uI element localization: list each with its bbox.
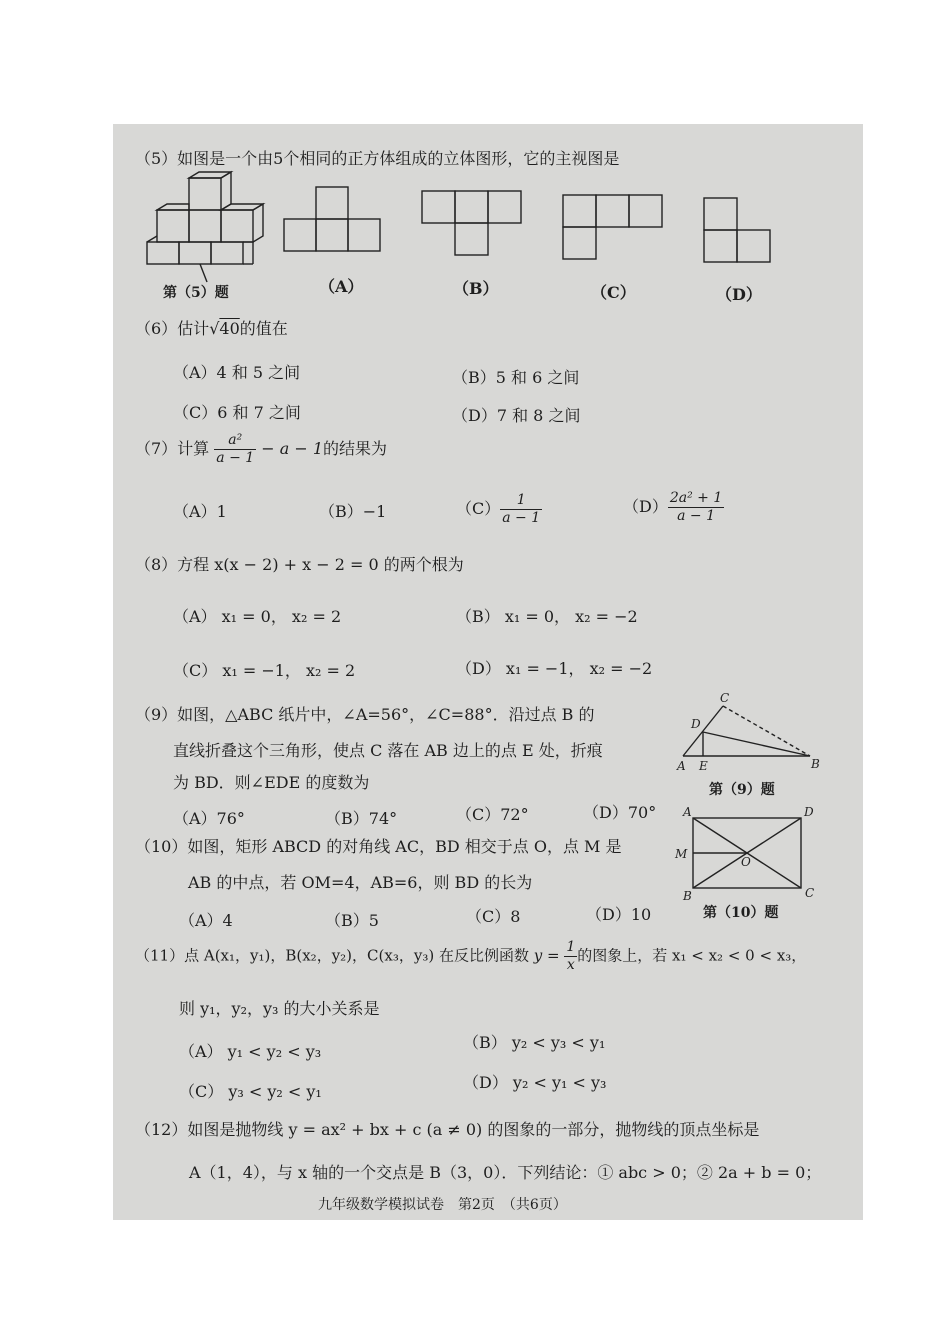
q5-option-a[interactable]: （A） (319, 277, 364, 296)
q6-stem-pre: （6）估计 (135, 319, 210, 338)
q11-option-a[interactable]: （A） y₁ < y₂ < y₃ (179, 1042, 322, 1061)
svg-text:B: B (811, 757, 820, 771)
q7-stem (135, 432, 387, 467)
q10-option-b[interactable]: （B）5 (325, 911, 379, 930)
q11-option-b[interactable]: （B） y₂ < y₃ < y₁ (463, 1033, 606, 1052)
q8-option-b[interactable]: （B） x₁ = 0， x₂ = −2 (456, 607, 638, 626)
q8-stem: （8）方程 x(x − 2) + x − 2 = 0 的两个根为 (135, 555, 464, 574)
page-footer: 九年级数学模拟试卷 第2页 （共6页） (318, 1197, 567, 1213)
svg-text:D: D (804, 805, 814, 819)
q9-fig-caption: 第（9）题 (709, 782, 775, 798)
q6-option-c[interactable]: （C）6 和 7 之间 (173, 403, 301, 422)
svg-text:E: E (699, 759, 708, 773)
q7-option-c[interactable]: （C） $\frac{1}{a - 1}$ (456, 492, 541, 526)
q9-option-b[interactable]: （B）74° (325, 809, 398, 828)
q6-option-d[interactable]: （D）7 和 8 之间 (452, 406, 581, 425)
q9-option-d[interactable]: （D）70° (583, 803, 657, 822)
q6-stem (135, 316, 288, 339)
q8-option-d[interactable]: （D） x₁ = −1， x₂ = −2 (456, 659, 653, 678)
q9-option-c[interactable]: （C）72° (456, 805, 529, 824)
q7-option-b[interactable]: （B）−1 (319, 502, 387, 521)
q10-fig-caption: 第（10）题 (703, 905, 779, 921)
q7-stem-pre: （7）计算 (135, 439, 210, 458)
q11-option-d[interactable]: （D） y₂ < y₁ < y₃ (463, 1073, 607, 1092)
q5-option-d-figure (703, 197, 775, 265)
q10-option-d[interactable]: （D）10 (586, 905, 652, 924)
svg-text:B: B (683, 889, 692, 903)
q12-line2: A（1，4），与 x 轴的一个交点是 B（3，0）．下列结论：① abc > 0；② 2a + b = 0； (189, 1163, 822, 1182)
q9-line2: 直线折叠这个三角形，使点 C 落在 AB 边上的点 E 处，折痕 (173, 741, 603, 760)
q11-line2: 则 y₁，y₂，y₃ 的大小关系是 (179, 999, 380, 1018)
q5-stem: （5）如图是一个由5个相同的正方体组成的立体图形，它的主视图是 (135, 149, 620, 168)
q7-option-d[interactable]: （D） $\frac{\text{2a² + 1}}{a - 1}$ (623, 490, 723, 524)
q6-stem-post: 的值在 (239, 319, 288, 338)
q11-option-c[interactable]: （C） y₃ < y₂ < y₁ (179, 1082, 322, 1101)
q5-option-c[interactable]: （C） (591, 283, 636, 302)
svg-text:O: O (741, 855, 751, 869)
q9-option-a[interactable]: （A）76° (173, 809, 245, 828)
q6-radicand: 40 (219, 319, 240, 338)
q10-line1: （10）如图，矩形 ABCD 的对角线 AC，BD 相交于点 O，点 M 是 (135, 837, 622, 856)
q7-option-a[interactable]: （A）1 (173, 502, 227, 521)
q10-option-c[interactable]: （C）8 (466, 907, 521, 926)
q7-fraction: $\frac{\text{a²}}{a - 1}$ (216, 432, 255, 466)
q10-rectangle-figure (675, 805, 816, 903)
q6-option-a[interactable]: （A）4 和 5 之间 (173, 363, 301, 382)
svg-text:A: A (683, 805, 692, 819)
sqrt-symbol: √ (209, 319, 220, 338)
q10-option-a[interactable]: （A）4 (179, 911, 233, 930)
q12-line1: （12）如图是抛物线 y = ax² + bx + c (a ≠ 0) 的图象的一部分，抛物线的顶点坐标是 (135, 1120, 760, 1139)
q9-line3: 为 BD．则∠EDE 的度数为 (173, 773, 370, 792)
q5-option-b[interactable]: （B） (453, 279, 499, 298)
q7-tail: − a − 1 (256, 439, 324, 458)
q10-line2: AB 的中点，若 OM=4，AB=6，则 BD 的长为 (188, 873, 533, 892)
q8-option-c[interactable]: （C） x₁ = −1， x₂ = 2 (173, 661, 356, 680)
q9-line1: （9）如图，△ABC 纸片中，∠A=56°，∠C=88°．沿过点 B 的 (135, 705, 595, 724)
svg-text:C: C (805, 886, 815, 900)
svg-text:D: D (691, 717, 701, 731)
exam-page (113, 124, 863, 1220)
svg-text:M: M (675, 847, 688, 861)
svg-text:A: A (677, 759, 686, 773)
q8-option-a[interactable]: （A） x₁ = 0， x₂ = 2 (173, 607, 342, 626)
q5-option-c-figure (562, 194, 667, 262)
q9-triangle-figure (675, 691, 825, 773)
svg-text:C: C (720, 691, 730, 705)
q11-line1: （11）点 A(x₁，y₁)，B(x₂，y₂)，C(x₃，y₃) 在反比例函数 y = $\frac{1}{x}$ 的图象上，若 x₁ < x₂ < 0 < x₃， (135, 939, 807, 973)
q5-option-d[interactable]: （D） (716, 285, 762, 304)
q5-solid-figure (143, 172, 268, 282)
q7-stem-post: 的结果为 (323, 439, 388, 458)
q6-option-b[interactable]: （B）5 和 6 之间 (452, 368, 580, 387)
q5-fig-caption: 第（5）题 (163, 285, 229, 301)
q5-option-a-figure (283, 187, 383, 253)
q5-option-b-figure (421, 190, 526, 258)
